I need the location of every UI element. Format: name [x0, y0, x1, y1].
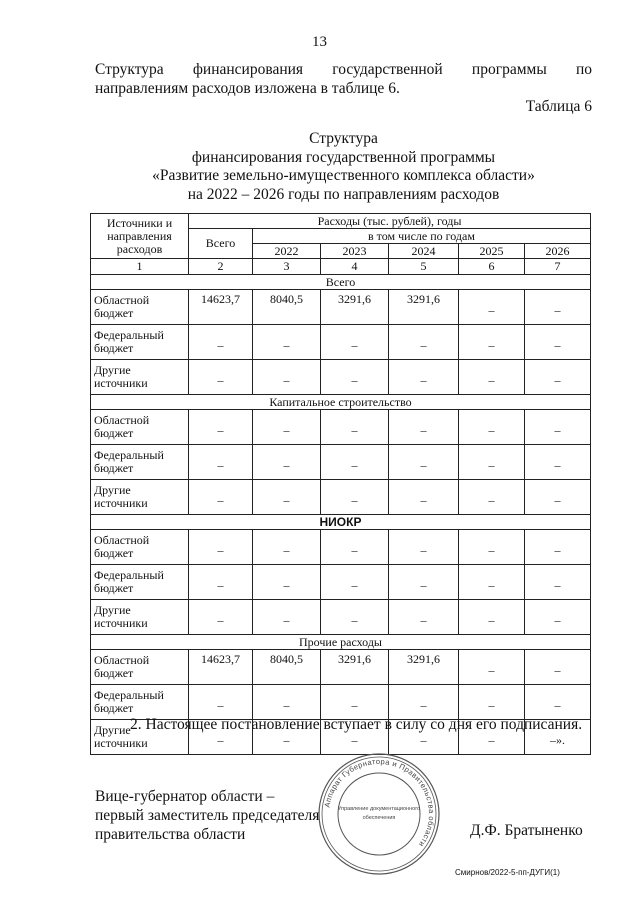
table-cell: 3291,6 — [389, 650, 459, 685]
intro-line-1: Структура финансирования государственной программы по — [95, 61, 592, 78]
table-cell: – — [189, 565, 253, 600]
table-label: Таблица 6 — [525, 98, 592, 115]
table-cell: – — [459, 720, 525, 755]
page-number: 13 — [312, 34, 327, 50]
table-cell: 3291,6 — [321, 650, 389, 685]
column-number: 7 — [525, 259, 591, 275]
row-source: Федеральный бюджет — [91, 685, 189, 720]
table-row — [91, 290, 591, 325]
table-cell: – — [459, 530, 525, 565]
table-row — [91, 685, 591, 720]
section-title: Прочие расходы — [91, 635, 591, 650]
table-cell: – — [525, 360, 591, 395]
row-source: Областной бюджет — [91, 650, 189, 685]
table-cell: – — [253, 720, 321, 755]
table-cell: – — [189, 325, 253, 360]
row-source: Другие источники — [91, 720, 189, 755]
clause-2: 2. Настоящее постановление вступает в силу со дня его подписания. — [130, 716, 583, 733]
table-row — [91, 600, 591, 635]
table-cell: – — [459, 325, 525, 360]
table-cell: – — [189, 480, 253, 515]
table-cell: – — [189, 445, 253, 480]
stamp-center-line-1: Управление документационного — [337, 806, 421, 812]
column-number: 3 — [253, 259, 321, 275]
signer-position — [95, 787, 325, 844]
table-cell: – — [389, 720, 459, 755]
financing-table — [90, 213, 591, 755]
header-expenses: Расходы (тыс. рублей), годы — [189, 214, 591, 229]
table-cell: – — [321, 410, 389, 445]
table-cell: 3291,6 — [389, 290, 459, 325]
column-number: 6 — [459, 259, 525, 275]
signer-line-3: правительства области — [95, 826, 246, 843]
table-cell: – — [321, 720, 389, 755]
table-cell: – — [459, 410, 525, 445]
header-source: Источники и направления расходов — [91, 214, 189, 259]
header-year: 2022 — [253, 244, 321, 259]
table-cell: – — [253, 325, 321, 360]
table-cell: – — [189, 530, 253, 565]
table-cell: – — [459, 445, 525, 480]
row-source: Федеральный бюджет — [91, 445, 189, 480]
table-cell: – — [525, 480, 591, 515]
table-cell: – — [389, 360, 459, 395]
table-cell: – — [189, 720, 253, 755]
table-cell: – — [525, 445, 591, 480]
table-cell: – — [389, 410, 459, 445]
table-cell: – — [525, 600, 591, 635]
row-source: Федеральный бюджет — [91, 325, 189, 360]
table-cell: 8040,5 — [253, 650, 321, 685]
column-number: 1 — [91, 259, 189, 275]
table-cell: – — [459, 685, 525, 720]
table-row — [91, 530, 591, 565]
intro-paragraph — [95, 60, 592, 98]
header-year: 2026 — [525, 244, 591, 259]
table-cell: – — [253, 410, 321, 445]
table-cell: – — [189, 600, 253, 635]
table-cell: – — [525, 650, 591, 685]
header-total: Всего — [189, 229, 253, 259]
row-source: Областной бюджет — [91, 290, 189, 325]
table-cell: – — [321, 530, 389, 565]
column-number: 4 — [321, 259, 389, 275]
table-cell: – — [253, 565, 321, 600]
table-cell: – — [525, 290, 591, 325]
table-row — [91, 325, 591, 360]
signer-name: Д.Ф. Братыненко — [470, 822, 583, 839]
title-line-1: Структура — [309, 130, 378, 147]
table-cell: – — [321, 685, 389, 720]
section-row — [91, 275, 591, 290]
official-stamp — [317, 752, 441, 876]
section-title: НИОКР — [91, 515, 591, 530]
table-cell: – — [321, 360, 389, 395]
table-cell: – — [321, 325, 389, 360]
table-cell: – — [189, 360, 253, 395]
row-source: Другие источники — [91, 480, 189, 515]
table-title — [95, 130, 592, 204]
table-row — [91, 445, 591, 480]
row-source: Другие источники — [91, 360, 189, 395]
stamp-center-line-2: обеспечения — [362, 815, 396, 821]
table-cell: 14623,7 — [189, 290, 253, 325]
table-cell: – — [189, 685, 253, 720]
table-cell: – — [389, 685, 459, 720]
table-cell: – — [253, 360, 321, 395]
table-cell: – — [459, 650, 525, 685]
column-number-row — [91, 259, 591, 275]
row-source: Областной бюджет — [91, 530, 189, 565]
table-cell: – — [321, 445, 389, 480]
table-cell: – — [525, 410, 591, 445]
table-cell: – — [389, 565, 459, 600]
table-cell: – — [525, 325, 591, 360]
section-title: Капитальное строительство — [91, 395, 591, 410]
table-cell: – — [459, 600, 525, 635]
column-number: 5 — [389, 259, 459, 275]
table-cell: – — [525, 685, 591, 720]
table-row — [91, 480, 591, 515]
table-row — [91, 565, 591, 600]
row-source: Другие источники — [91, 600, 189, 635]
table-cell: – — [389, 445, 459, 480]
table-cell: – — [189, 410, 253, 445]
table-row — [91, 650, 591, 685]
header-year: 2024 — [389, 244, 459, 259]
table-cell: – — [321, 600, 389, 635]
signer-line-1: Вице-губернатор области – — [95, 788, 275, 805]
row-source: Областной бюджет — [91, 410, 189, 445]
section-title: Всего — [91, 275, 591, 290]
table-cell: 8040,5 — [253, 290, 321, 325]
table-cell: – — [321, 480, 389, 515]
table-cell: – — [389, 600, 459, 635]
section-row — [91, 515, 591, 530]
document-code: Смирнов/2022-5-пп-ДУГИ(1) — [455, 868, 560, 877]
title-line-3: «Развитие земельно-имущественного комплекса области» — [152, 167, 535, 184]
table-cell: – — [253, 445, 321, 480]
table-body — [91, 259, 591, 755]
table-row — [91, 410, 591, 445]
table-cell: – — [459, 565, 525, 600]
table-cell: – — [459, 480, 525, 515]
header-by-years: в том числе по годам — [253, 229, 591, 244]
table-cell: – — [389, 325, 459, 360]
table-cell: – — [253, 480, 321, 515]
table-cell: –». — [525, 720, 591, 755]
table-cell: – — [459, 290, 525, 325]
table-cell: – — [389, 530, 459, 565]
signer-line-2: первый заместитель председателя — [95, 807, 320, 824]
table-cell: – — [321, 565, 389, 600]
intro-line-2: направлениям расходов изложена в таблице 6. — [95, 80, 400, 97]
table-cell: – — [389, 480, 459, 515]
section-row — [91, 635, 591, 650]
header-year: 2023 — [321, 244, 389, 259]
section-row — [91, 395, 591, 410]
title-line-4: на 2022 – 2026 годы по направлениям расходов — [187, 185, 500, 203]
table-cell: – — [253, 685, 321, 720]
table-row — [91, 360, 591, 395]
table-cell: – — [459, 360, 525, 395]
stamp-ring-text: Аппарат Губернатора и Правительства области — [322, 756, 437, 849]
table-cell: – — [525, 565, 591, 600]
table-cell: – — [253, 530, 321, 565]
table-cell: – — [253, 600, 321, 635]
table-cell: 3291,6 — [321, 290, 389, 325]
table-cell: – — [525, 530, 591, 565]
column-number: 2 — [189, 259, 253, 275]
header-year: 2025 — [459, 244, 525, 259]
table-cell: 14623,7 — [189, 650, 253, 685]
row-source: Федеральный бюджет — [91, 565, 189, 600]
title-line-2: финансирования государственной программы — [191, 148, 496, 166]
